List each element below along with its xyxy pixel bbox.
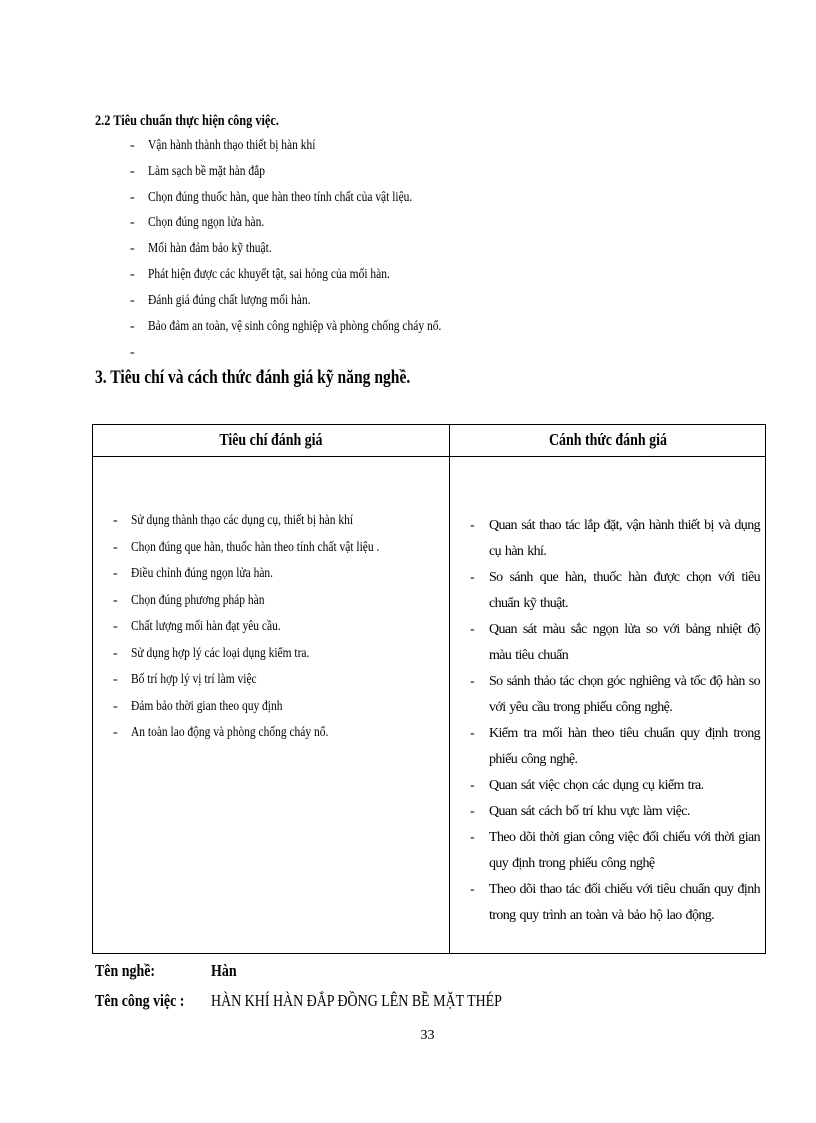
list-dash: - xyxy=(130,189,135,205)
list-dash: - xyxy=(130,292,135,308)
criterion-text: Sử dụng hợp lý các loại dụng kiểm tra. xyxy=(131,645,310,661)
method-text: Quan sát thao tác lắp đặt, vận hành thiết bị và dụng cụ hàn khí. xyxy=(489,518,760,559)
table-row xyxy=(470,773,760,799)
trade-value: Hàn xyxy=(211,961,237,980)
standard-item-text: Đánh giá đúng chất lượng mối hàn. xyxy=(148,292,311,308)
list-dash: - xyxy=(113,698,118,714)
list-dash: - xyxy=(113,592,118,608)
empty-list-dash: - xyxy=(130,345,135,360)
standard-item-text: Chọn đúng ngọn lửa hàn. xyxy=(148,215,265,231)
list-dash: - xyxy=(470,804,475,819)
list-dash: - xyxy=(130,318,135,334)
list-dash: - xyxy=(470,830,475,845)
standard-item-text: Mối hàn đảm bảo kỹ thuật. xyxy=(148,241,272,257)
criterion-text: Chọn đúng que hàn, thuốc hàn theo tính chất vật liệu . xyxy=(131,539,380,555)
list-dash: - xyxy=(113,513,118,528)
list-dash: - xyxy=(470,518,475,533)
page-number: 33 xyxy=(420,1028,435,1043)
list-dash: - xyxy=(130,241,135,257)
list-dash: - xyxy=(470,882,475,897)
criterion-text: An toàn lao động và phòng chống cháy nổ. xyxy=(131,725,329,740)
methods-list xyxy=(470,513,760,929)
list-dash: - xyxy=(113,619,118,634)
method-text: Theo dõi thao tác đối chiếu với tiêu chuẩn quy định trong quy trình an toàn và bảo hộ lao động. xyxy=(489,882,760,923)
method-text: So sánh que hàn, thuốc hàn được chọn với tiêu chuẩn kỹ thuật. xyxy=(489,570,760,611)
list-dash: - xyxy=(470,726,475,741)
method-header-text: Cánh thức đánh giá xyxy=(548,430,667,449)
standard-item-text: Bảo đảm an toàn, vệ sinh công nghiệp và phòng chống cháy nổ. xyxy=(148,318,442,334)
method-text: Theo dõi thời gian công việc đối chiếu với thời gian quy định trong phiếu công nghệ xyxy=(489,830,760,871)
list-dash: - xyxy=(113,672,118,687)
list-dash: - xyxy=(470,622,475,637)
list-dash: - xyxy=(113,645,118,661)
section-2-2-heading: 2.2 Tiêu chuẩn thực hiện công việc. xyxy=(95,113,279,129)
list-dash: - xyxy=(470,674,475,689)
standard-item-text: Vận hành thành thạo thiết bị hàn khí xyxy=(148,138,316,153)
table-column-divider xyxy=(449,425,450,953)
table-row xyxy=(470,617,760,669)
list-dash: - xyxy=(113,566,118,581)
method-text: So sánh thảo tác chọn góc nghiêng và tốc độ hàn so với yêu cầu trong phiếu công nghệ. xyxy=(489,674,760,715)
criterion-text: Đảm bảo thời gian theo quy định xyxy=(131,698,283,714)
criterion-text: Bố trí hợp lý vị trí làm việc xyxy=(131,672,257,687)
table-header-divider xyxy=(93,456,765,457)
table-row xyxy=(470,799,760,825)
table-row xyxy=(470,877,760,929)
task-label: Tên công việc : xyxy=(95,991,185,1010)
criterion-text: Chất lượng mối hàn đạt yêu cầu. xyxy=(131,619,281,634)
list-dash: - xyxy=(130,215,135,231)
criterion-text: Sử dụng thành thạo các dụng cụ, thiết bị hàn khí xyxy=(131,513,354,528)
list-dash: - xyxy=(130,266,135,282)
method-text: Quan sát màu sắc ngọn lửa so với bảng nhiệt độ màu tiêu chuẩn xyxy=(489,622,760,663)
list-dash: - xyxy=(113,539,118,555)
section-3-heading: 3. Tiêu chí và cách thức đánh giá kỹ năng nghề. xyxy=(95,367,411,388)
criterion-text: Chọn đúng phương pháp hàn xyxy=(131,592,265,608)
task-value: HÀN KHÍ HÀN ĐẮP ĐỒNG LÊN BỀ MẶT THÉP xyxy=(211,991,502,1010)
list-dash: - xyxy=(130,138,135,153)
list-dash: - xyxy=(130,163,135,179)
method-column-header xyxy=(450,430,766,450)
criteria-column-header xyxy=(93,430,449,450)
method-text: Quan sát việc chọn các dụng cụ kiểm tra. xyxy=(489,778,704,793)
list-dash: - xyxy=(113,725,118,740)
method-text: Kiểm tra mối hàn theo tiêu chuẩn quy định trong phiếu công nghệ. xyxy=(489,726,760,767)
standard-item-text: Phát hiện được các khuyết tật, sai hỏng của mối hàn. xyxy=(148,266,390,282)
trade-label: Tên nghề: xyxy=(95,961,156,980)
table-row xyxy=(470,513,760,565)
criterion-text: Điều chỉnh đúng ngọn lửa hàn. xyxy=(131,566,274,581)
list-dash: - xyxy=(470,570,475,585)
standard-item-text: Làm sạch bề mặt hàn đắp xyxy=(148,163,265,179)
table-row xyxy=(470,721,760,773)
method-text: Quan sát cách bố trí khu vực làm việc. xyxy=(489,804,690,819)
table-row xyxy=(470,565,760,617)
criteria-header-text: Tiêu chí đánh giá xyxy=(219,430,323,449)
assessment-table xyxy=(92,424,766,954)
standard-item-text: Chọn đúng thuốc hàn, que hàn theo tính chất của vật liệu. xyxy=(148,189,413,205)
table-row xyxy=(470,669,760,721)
list-dash: - xyxy=(470,778,475,793)
table-row xyxy=(470,825,760,877)
